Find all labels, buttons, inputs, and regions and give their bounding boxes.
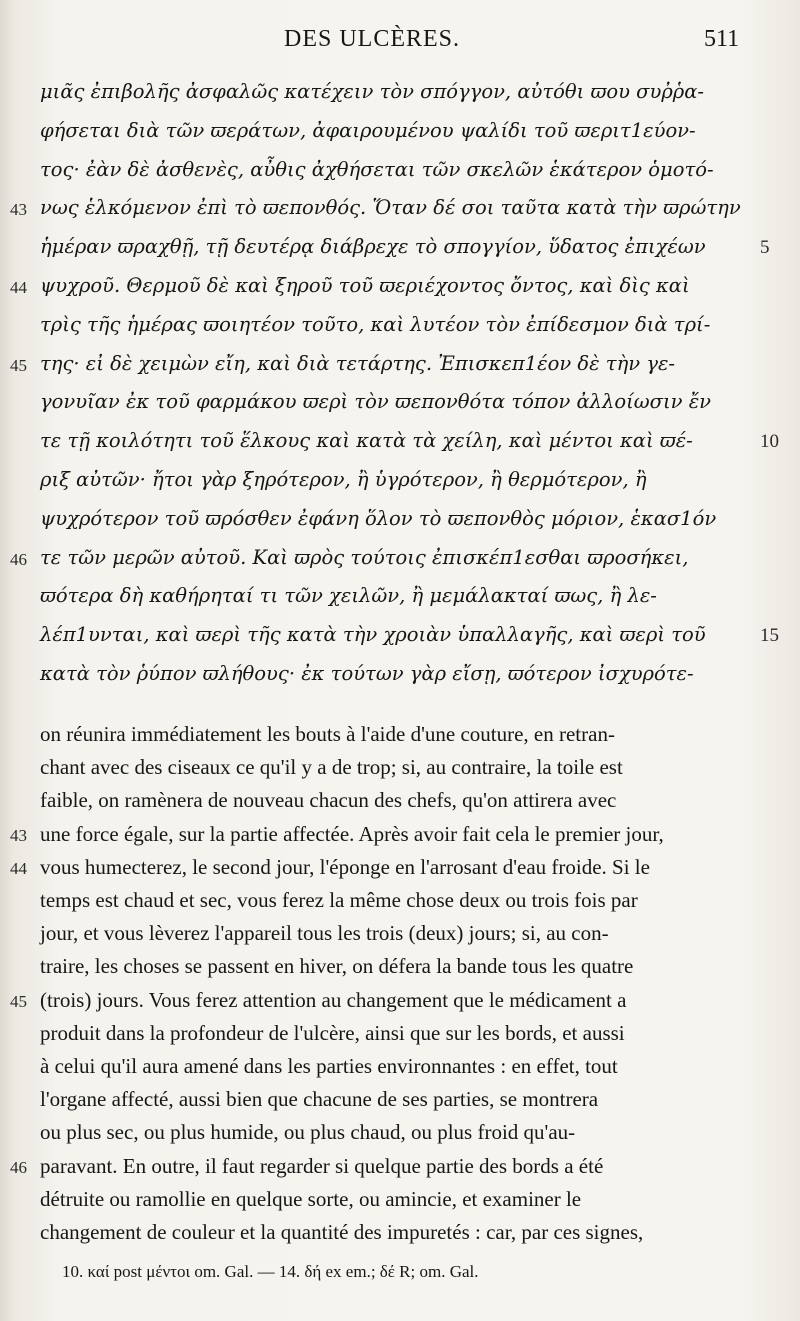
line-text: chant avec des ciseaux ce qu'il y a de trop; si, au contraire, la toile est: [40, 755, 623, 780]
line-text: (trois) jours. Vous ferez attention au changement que le médicament a: [40, 987, 627, 1012]
greek-line: [0, 113, 800, 151]
footnote: 10. καί post μέντοι om. Gal. — 14. δή ex em.; δέ R; om. Gal.: [62, 1262, 479, 1281]
margin-line-number: 15: [760, 625, 779, 647]
line-text: changement de couleur et la quantité des impuretés : car, par ces signes,: [40, 1220, 644, 1244]
page-header: [0, 26, 800, 60]
line-text: détruite ou ramollie en quelque sorte, ou amincie, et examiner le: [40, 1186, 582, 1211]
greek-line: [0, 578, 800, 616]
greek-line: [0, 617, 800, 655]
line-text: κατὰ τὸν ῥύπον ϖλήθους· ἐκ τούτων γὰρ εἴσῃ, ϖότερον ἰσχυρότε-: [40, 662, 694, 685]
greek-line: [0, 423, 800, 461]
line-text: ψυχρότερον τοῦ ϖρόσθεν ἐφάνη ὅλον τὸ ϖεπονθὸς μόριον, ἑκασ1όν: [40, 506, 717, 530]
margin-section-number: 46: [10, 549, 27, 569]
margin-section-number: 46: [10, 1157, 27, 1177]
line-text: λέπ1υνται, καὶ ϖερὶ τῆς κατὰ τὴν χροιὰν ὑπαλλαγῆς, καὶ ϖερὶ τοῦ: [40, 623, 706, 647]
line-text: ἡμέραν ϖραχθῇ, τῇ δευτέρᾳ διάβρεχε τὸ σπογγίον, ὕδατος ἐπιχέων: [40, 235, 706, 259]
margin-section-number: 44: [10, 278, 27, 297]
margin-section-number: 43: [10, 825, 27, 845]
greek-line: [0, 152, 800, 190]
margin-section-number: 44: [10, 858, 27, 878]
line-text: temps est chaud et sec, vous ferez la même chose deux ou trois fois par: [40, 888, 638, 912]
line-text: jour, et vous lèverez l'appareil tous les trois (deux) jours; si, au con-: [40, 921, 609, 946]
margin-section-number: 45: [10, 355, 27, 375]
line-text: traire, les choses se passent en hiver, on défera la bande tous les quatre: [40, 954, 634, 979]
greek-line: [0, 384, 800, 422]
line-text: produit dans la profondeur de l'ulcère, ainsi que sur les bords, et aussi: [40, 1020, 625, 1045]
running-title: DES ULCÈRES.: [284, 26, 461, 52]
line-text: τρὶς τῆς ἡμέρας ϖοιητέον τοῦτο, καὶ λυτέον τὸν ἐπίδεσμον διὰ τρί-: [40, 312, 711, 336]
line-text: τε τῶν μερῶν αὐτοῦ. Καὶ ϖρὸς τούτοις ἐπισκέπ1εσθαι ϖροσήκει,: [40, 545, 689, 569]
greek-line: [0, 74, 800, 112]
line-text: ϖότερα δὴ καθήρηταί τι τῶν χειλῶν, ἢ μεμάλακταί ϖως, ἢ λε-: [40, 584, 657, 608]
line-text: φήσεται διὰ τῶν ϖεράτων, ἀφαιρουμένου ψαλίδι τοῦ ϖεριτ1εύον-: [40, 118, 696, 142]
greek-line: [0, 307, 800, 345]
line-text: τος· ἐὰν δὲ ἀσθενὲς, αὖθις ἀχθήσεται τῶν σκελῶν ἑκάτερον ὁμοτό-: [40, 157, 714, 181]
greek-line: [0, 462, 800, 500]
margin-section-number: 43: [10, 200, 27, 220]
margin-section-number: 45: [10, 991, 27, 1011]
line-text: ριξ αὐτῶν· ἤτοι γὰρ ξηρότερον, ἢ ὑγρότερον, ἢ θερμότερον, ἢ: [40, 468, 647, 491]
line-text: vous humecterez, le second jour, l'éponge en l'arrosant d'eau froide. Si le: [40, 854, 650, 879]
margin-line-number: 5: [760, 237, 770, 259]
greek-line: [0, 190, 800, 228]
greek-line: [0, 268, 800, 306]
greek-line: [0, 229, 800, 267]
line-text: à celui qu'il aura amené dans les parties environnantes : en effet, tout: [40, 1054, 618, 1078]
greek-line: [0, 540, 800, 578]
line-text: μιᾶς ἐπιβολῆς ἀσφαλῶς κατέχειν τὸν σπόγγον, αὐτόθι ϖου συῤῥα-: [40, 80, 704, 103]
line-text: ou plus sec, ou plus humide, ou plus chaud, ou plus froid qu'au-: [40, 1120, 576, 1145]
line-text: paravant. En outre, il faut regarder si quelque partie des bords a été: [40, 1153, 604, 1178]
line-text: une force égale, sur la partie affectée. Après avoir fait cela le premier jour,: [40, 821, 664, 846]
line-text: νως ἑλκόμενον ἐπὶ τὸ ϖεπονθός. Ὅταν δέ σοι ταῦτα κατὰ τὴν ϖρώτην: [40, 196, 741, 220]
greek-line: [0, 501, 800, 539]
line-text: l'organe affecté, aussi bien que chacune de ses parties, se montrera: [40, 1087, 599, 1112]
greek-line: [0, 656, 800, 694]
line-text: γονυῖαν ἐκ τοῦ φαρμάκου ϖερὶ τὸν ϖεπονθότα τόπον ἀλλοίωσιν ἔν: [40, 390, 712, 414]
page-number: 511: [704, 26, 740, 52]
french-line: [0, 1214, 800, 1252]
line-text: της· εἰ δὲ χειμὼν εἴη, καὶ διὰ τετάρτης. Ἐπισκεπ1έον δὲ τὴν γε-: [40, 351, 676, 375]
line-text: τε τῇ κοιλότητι τοῦ ἕλκους καὶ κατὰ τὰ χείλη, καὶ μέντοι καὶ ϖέ-: [40, 429, 693, 453]
line-text: faible, on ramènera de nouveau chacun des chefs, qu'on attirera avec: [40, 788, 617, 813]
margin-line-number: 10: [760, 431, 779, 453]
line-text: on réunira immédiatement les bouts à l'aide d'une couture, en retran-: [40, 722, 615, 746]
greek-line: [0, 346, 800, 384]
line-text: ψυχροῦ. Θερμοῦ δὲ καὶ ξηροῦ τοῦ ϖεριέχοντος ὄντος, καὶ δὶς καὶ: [40, 274, 690, 297]
